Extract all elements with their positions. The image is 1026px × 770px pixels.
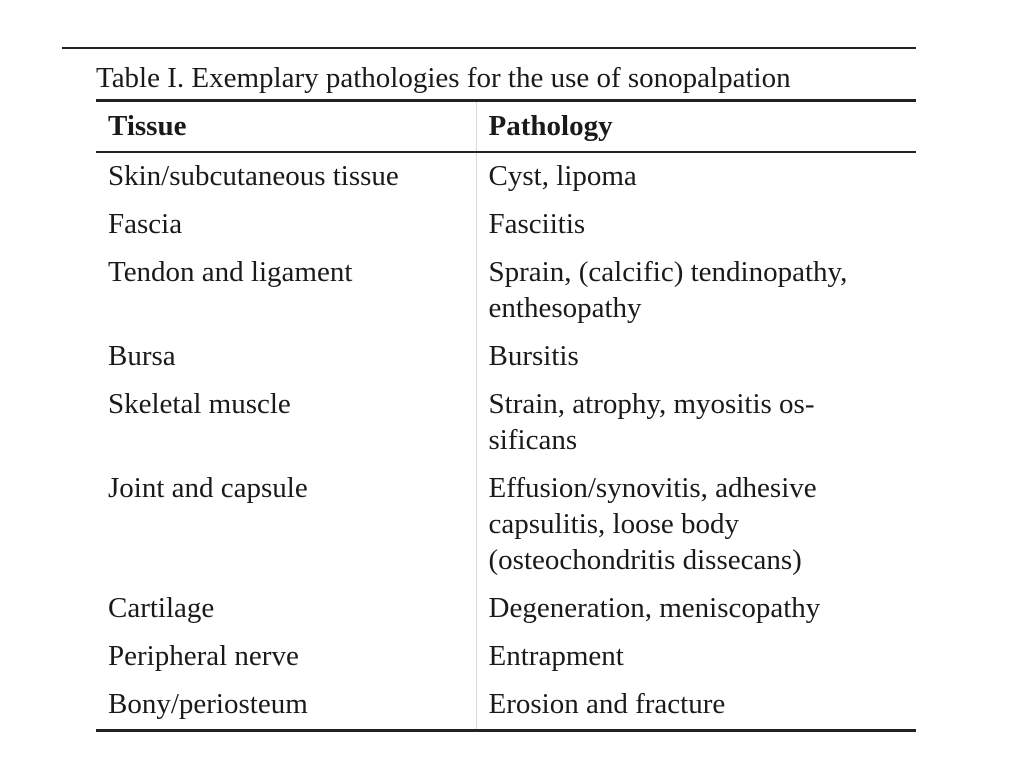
pathology-cell: Entrapment <box>488 640 624 672</box>
tissue-cell: Skin/subcutaneous tissue <box>96 152 476 201</box>
header-pathology: Pathology <box>488 110 613 142</box>
table-row <box>96 585 916 633</box>
tissue-cell: Peripheral nerve <box>96 633 476 681</box>
table-row <box>96 633 916 681</box>
table-row <box>96 249 916 333</box>
table-row <box>96 333 916 381</box>
table-row <box>96 681 916 731</box>
pathology-cell: Cyst, lipoma <box>488 160 637 192</box>
tissue-cell: Bony/periosteum <box>96 681 476 731</box>
pathology-cell: Strain, atrophy, myositis os- sificans <box>488 388 815 456</box>
table-row <box>96 201 916 249</box>
table-header-row <box>96 101 916 153</box>
tissue-cell: Fascia <box>96 201 476 249</box>
pathology-cell: Degeneration, meniscopathy <box>488 592 821 624</box>
tissue-cell: Cartilage <box>96 585 476 633</box>
pathology-cell: Fasciitis <box>488 208 586 240</box>
header-tissue: Tissue <box>96 101 476 153</box>
table-container <box>62 47 916 732</box>
pathology-cell: Erosion and fracture <box>488 688 726 720</box>
table-row <box>96 152 916 201</box>
table-caption: Table I. Exemplary pathologies for the use of sonopalpation <box>96 62 791 94</box>
table-row <box>96 381 916 465</box>
tissue-cell: Bursa <box>96 333 476 381</box>
tissue-cell: Skeletal muscle <box>96 381 476 465</box>
pathology-table <box>96 99 916 732</box>
pathology-cell: Sprain, (calcific) tendinopathy, enthesopathy <box>488 256 848 324</box>
tissue-cell: Joint and capsule <box>96 465 476 585</box>
pathology-cell: Bursitis <box>488 340 579 372</box>
pathology-cell: Effusion/synovitis, adhesive capsulitis, loose body (osteochondritis dissecans) <box>488 472 817 576</box>
table-row <box>96 465 916 585</box>
tissue-cell: Tendon and ligament <box>96 249 476 333</box>
